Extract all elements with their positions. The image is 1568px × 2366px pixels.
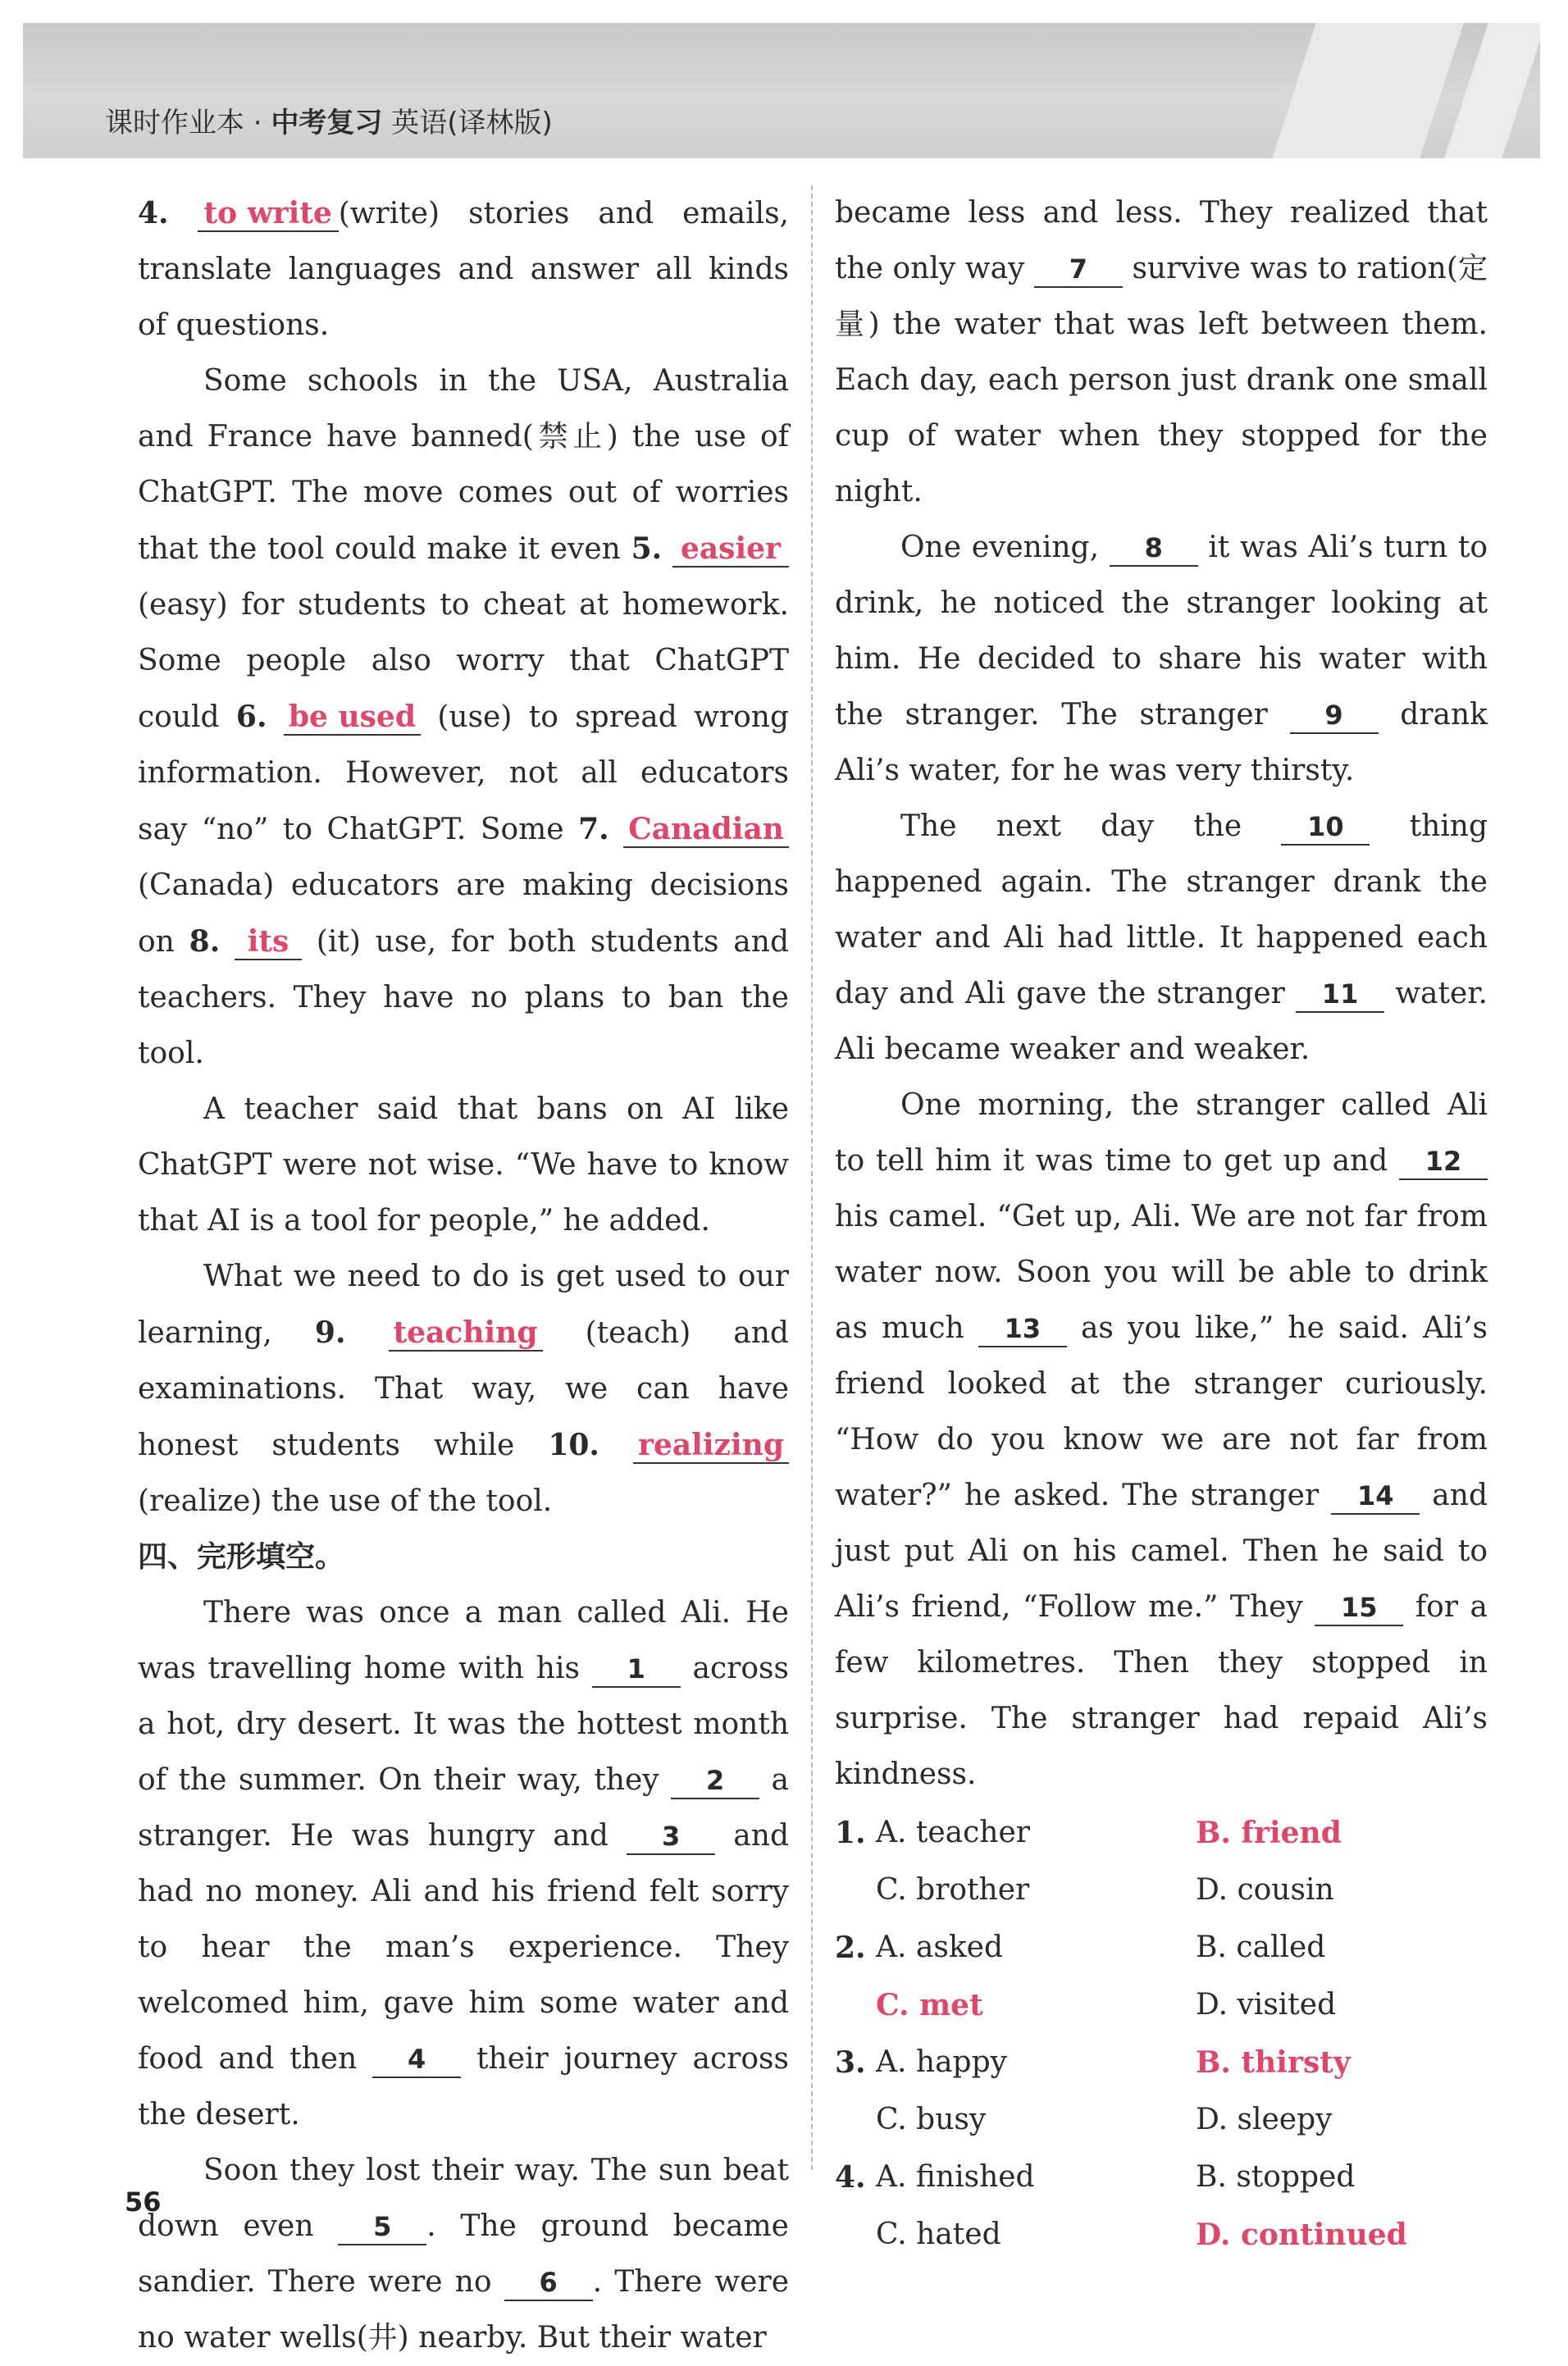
option-2d[interactable]: D. visited <box>1196 1988 1337 2022</box>
option-1b[interactable]: B. friend <box>1196 1815 1342 1850</box>
option-2b[interactable]: B. called <box>1196 1931 1326 1964</box>
option-4d[interactable]: D. continued <box>1196 2217 1407 2252</box>
section-heading: 四、完形填空。 <box>138 1540 345 1574</box>
answer-5: easier <box>672 531 789 568</box>
option-row <box>835 1976 1483 2034</box>
blank-4: 4 <box>372 2042 461 2078</box>
page-number: 56 <box>125 2186 162 2218</box>
option-2a[interactable]: A. asked <box>876 1931 1003 1964</box>
answer-4: to write <box>198 196 339 232</box>
cloze-paragraph-2: Soon they lost their way. The sun beat down even 5 . The ground became sandier. There were no 6 . There were no water wells(井) nearby. But their water <box>138 2154 789 2355</box>
page-header <box>23 23 1540 158</box>
blank-12: 12 <box>1399 1144 1488 1180</box>
option-2c[interactable]: C. met <box>876 1987 983 2022</box>
blank-2: 2 <box>671 1763 759 1799</box>
paragraph-teacher: A teacher said that bans on AI like ChatGPT were not wise. “We have to know that AI is a tool for people,” he added. <box>138 1092 789 1238</box>
option-row <box>835 2091 1483 2149</box>
option-row <box>835 2206 1483 2263</box>
cloze-paragraph-2-cont: became less and less. They realized that the only way 7 survive was to ration(定量) the water that was left between them. Each day, each person just drank one small cup of water when they stopped for the night. <box>835 196 1488 508</box>
cloze-paragraph-1: There was once a man called Ali. He was travelling home with his 1 across a hot, dry desert. It was the hottest month of the summer. On their way, they 2 a stranger. He was hungry and 3 and had no money. Ali and his friend felt sorry to hear the man’s experience. They welcomed him, gave him some water and food and then 4 their journey across the desert. <box>138 1596 790 2131</box>
option-4b[interactable]: B. stopped <box>1196 2160 1356 2194</box>
option-1d[interactable]: D. cousin <box>1196 1873 1334 1907</box>
blank-7: 7 <box>1034 252 1123 288</box>
option-3a[interactable]: A. happy <box>876 2045 1007 2079</box>
right-column <box>835 185 1488 2263</box>
answer-9: teaching <box>389 1315 543 1352</box>
cloze-paragraph-3: One evening, 8 it was Ali’s turn to drink, he noticed the stranger looking at him. He decided to share his water with the stranger. The stranger 9 drank Ali’s water, for he was very thirsty. <box>835 531 1488 787</box>
option-1c[interactable]: C. brother <box>876 1873 1030 1907</box>
blank-15: 15 <box>1315 1590 1403 1626</box>
paragraph-schools: Some schools in the USA, Australia and France have banned(禁止) the use of ChatGPT. The move comes out of worries that the tool could make it even 5. easier (easy) for students to cheat at homework. Some people also worry that ChatGPT could 6. be used (use) to spread wrong information. However, not all educators say “no” to ChatGPT. Some 7. Canadian (Canada) educators are making decisions on 8. its (it) use, for both students and teachers. They have no plans to ban the tool. <box>138 364 789 1070</box>
paragraph-q4: 4. to write (write) stories and emails, translate languages and answer all kinds of questions. <box>138 196 789 342</box>
blank-14: 14 <box>1331 1479 1420 1515</box>
blank-5: 5 <box>338 2209 426 2245</box>
answer-options <box>835 1804 1483 2263</box>
answer-7: Canadian <box>623 812 789 848</box>
option-4c[interactable]: C. hated <box>876 2218 1001 2251</box>
blank-6: 6 <box>504 2265 593 2301</box>
column-divider <box>811 185 813 2170</box>
blank-1: 1 <box>592 1652 681 1688</box>
option-row: 2. A. asked B. called <box>835 1931 1326 1965</box>
option-row: 4. A. finished B. stopped <box>835 2160 1356 2195</box>
blank-13: 13 <box>978 1311 1067 1347</box>
blank-3: 3 <box>627 1819 715 1855</box>
question-number: 4. <box>138 196 169 230</box>
answer-8: its <box>235 924 302 960</box>
option-1a[interactable]: A. teacher <box>876 1816 1030 1849</box>
option-3c[interactable]: C. busy <box>876 2103 987 2136</box>
blank-8: 8 <box>1110 531 1198 567</box>
cloze-paragraph-5: One morning, the stranger called Ali to tell him it was time to get up and 12 his camel. “Get up, Ali. We are not far from water now. Soon you will be able to drink as much 13 as you like,” he said. Ali’s friend looked at the stranger curiously. “How do you know we are not far from water?” he asked. The stranger 14 and just put Ali on his camel. Then he said to Ali’s friend, “Follow me.” They 15 for a few kilometres. Then they stopped in surprise. The stranger had repaid Ali’s kindness. <box>835 1088 1488 1791</box>
blank-10: 10 <box>1281 809 1370 846</box>
blank-9: 9 <box>1290 698 1379 734</box>
cloze-paragraph-4: The next day the 10 thing happened again. The stranger drank the water and Ali had little. It happened each day and Ali gave the stranger 11 water. Ali became weaker and weaker. <box>835 809 1488 1066</box>
blank-11: 11 <box>1296 977 1384 1013</box>
header-title: 课时作业本 · 中考复习 英语(译林版) <box>105 107 553 139</box>
option-row: 1. A. teacher B. friend <box>835 1815 1342 1850</box>
paragraph-learning: What we need to do is get used to our learning, 9. teaching (teach) and examinations. That way, we can have honest students while 10. realizing (realize) the use of the tool. <box>138 1260 789 1518</box>
header-decor-stripe <box>1272 23 1464 158</box>
option-row: 3. A. happy B. thirsty <box>835 2045 1351 2080</box>
option-3d[interactable]: D. sleepy <box>1196 2103 1333 2136</box>
left-column <box>138 185 789 2366</box>
option-3b[interactable]: B. thirsty <box>1196 2045 1351 2080</box>
option-row <box>835 1862 1483 1919</box>
option-4a[interactable]: A. finished <box>876 2160 1035 2194</box>
answer-10: realizing <box>633 1428 789 1464</box>
answer-6: be used <box>284 700 421 736</box>
header-decor-stripe-small <box>1444 23 1540 158</box>
